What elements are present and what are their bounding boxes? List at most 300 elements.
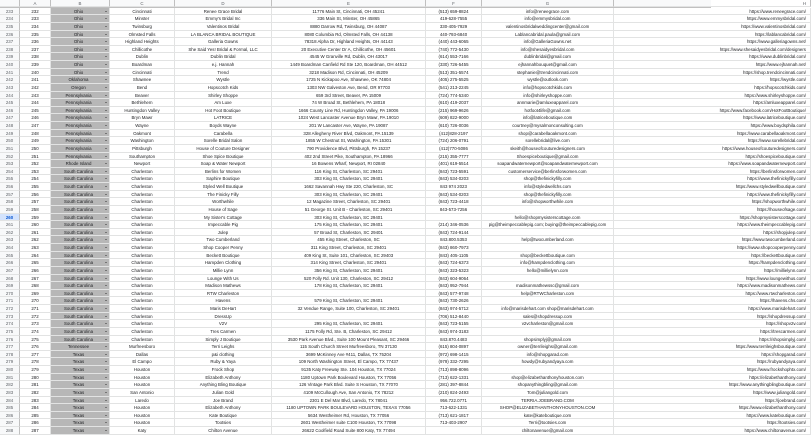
cell-e[interactable]: 1175 Folly Rd, Ste. B, Charleston, SC 29412 bbox=[272, 328, 426, 336]
cell-d[interactable]: V2V bbox=[175, 320, 272, 328]
row-number[interactable]: 238 bbox=[0, 46, 20, 54]
cell-f[interactable]: (979) 332-7295 bbox=[426, 358, 482, 366]
cell-f[interactable]: (713) 898-8096 bbox=[426, 366, 482, 374]
row-number[interactable]: 233 bbox=[0, 8, 20, 16]
cell-a[interactable]: 246 bbox=[20, 114, 51, 122]
state-dropdown-cell[interactable]: Texas bbox=[51, 427, 110, 435]
cell-d[interactable]: Valentinos Bridal bbox=[175, 23, 272, 31]
cell-e[interactable]: 1180 Uptown Park Boulevard Houston, TX 77056 bbox=[272, 374, 426, 382]
row-number[interactable]: 240 bbox=[0, 61, 20, 69]
cell-h[interactable]: https://www.emmysbridal.com/ bbox=[614, 15, 811, 23]
cell-f[interactable]: (843) 723-5155 bbox=[426, 320, 482, 328]
cell-g[interactable]: dublinbridal@gmail.com bbox=[482, 53, 614, 61]
cell-d[interactable]: Berlins for Women bbox=[175, 168, 272, 176]
cell-a[interactable]: 234 bbox=[20, 23, 51, 31]
cell-h[interactable]: https://www.terrileighsboutique.com/ bbox=[614, 343, 811, 351]
cell-c[interactable]: Huntingdon Valley bbox=[110, 107, 175, 115]
cell-a[interactable]: 261 bbox=[20, 229, 51, 237]
row-number[interactable]: 258 bbox=[0, 198, 20, 206]
cell-h[interactable]: https://lablancabridal.com/ bbox=[614, 31, 811, 39]
cell-f[interactable]: (843) 974-3183 bbox=[426, 328, 482, 336]
cell-f[interactable]: 713-622-1331 bbox=[426, 404, 482, 412]
cell-g[interactable]: info@shirleyshoppe.com bbox=[482, 92, 614, 100]
cell-e[interactable]: 3530 Park Avenue Blvd., Suite 100 Mount Pleasant, SC 29466 bbox=[272, 336, 426, 344]
cell-g[interactable]: annmarie@amluxeapparel.com bbox=[482, 99, 614, 107]
cell-c[interactable]: Charleston bbox=[110, 320, 175, 328]
cell-c[interactable]: Charleston bbox=[110, 267, 175, 275]
state-dropdown-cell[interactable]: Texas bbox=[51, 389, 110, 397]
state-dropdown-cell[interactable]: South Carolina bbox=[51, 198, 110, 206]
state-dropdown-cell[interactable]: South Carolina bbox=[51, 313, 110, 321]
row-number[interactable]: 259 bbox=[0, 206, 20, 214]
cell-d[interactable]: Trend bbox=[175, 69, 272, 77]
cell-f[interactable]: (843) 860-7973 bbox=[426, 244, 482, 252]
cell-c[interactable]: Charleston bbox=[110, 183, 175, 191]
row-number[interactable]: 246 bbox=[0, 107, 20, 115]
cell-f[interactable]: (405) 275-5525 bbox=[426, 76, 482, 84]
cell-c[interactable]: Beaver bbox=[110, 92, 175, 100]
cell-e[interactable]: 126 Vintage Park Blvd. Suite S Houston, TX 77070 bbox=[272, 381, 426, 389]
cell-f[interactable]: (610) 726-0036 bbox=[426, 122, 482, 130]
cell-f[interactable]: 843.870.4483 bbox=[426, 336, 482, 344]
cell-g[interactable]: info@styledwellchs.com bbox=[482, 183, 614, 191]
cell-g[interactable]: Terri@tootsies.com bbox=[482, 419, 614, 427]
state-dropdown-cell[interactable]: South Carolina bbox=[51, 221, 110, 229]
cell-g[interactable]: hello@shopmysisterscottage.com bbox=[482, 214, 614, 222]
column-header-g[interactable]: G bbox=[482, 0, 614, 7]
state-dropdown-cell[interactable]: Pennsylvania bbox=[51, 145, 110, 153]
cell-d[interactable]: RTW Charleston bbox=[175, 290, 272, 298]
cell-h[interactable]: https://houseofsage.com/ bbox=[614, 206, 811, 214]
cell-a[interactable]: 269 bbox=[20, 290, 51, 298]
cell-a[interactable]: 284 bbox=[20, 404, 51, 412]
state-dropdown-cell[interactable]: Pennsylvania bbox=[51, 92, 110, 100]
row-number[interactable]: 265 bbox=[0, 252, 20, 260]
cell-d[interactable]: Joe Brand bbox=[175, 397, 272, 405]
cell-g[interactable]: soapandwaternewport@soapandwaternewport.com bbox=[482, 160, 614, 168]
cell-d[interactable]: Kate Boutique bbox=[175, 412, 272, 420]
cell-a[interactable]: 252 bbox=[20, 160, 51, 168]
cell-e[interactable]: 9135 Katy Freeway Ste. 104 Houston, TX 77024 bbox=[272, 366, 426, 374]
cell-c[interactable]: Laredo bbox=[110, 397, 175, 405]
cell-d[interactable]: Simply J Boutique bbox=[175, 336, 272, 344]
cell-h[interactable]: https://shopgarad.com/ bbox=[614, 351, 811, 359]
row-number[interactable]: 244 bbox=[0, 92, 20, 100]
cell-g[interactable]: shop@thefinickyfilly.com bbox=[482, 175, 614, 183]
cell-c[interactable]: Charleston bbox=[110, 206, 175, 214]
row-number[interactable]: 272 bbox=[0, 305, 20, 313]
cell-a[interactable]: 236 bbox=[20, 38, 51, 46]
row-number[interactable]: 266 bbox=[0, 259, 20, 267]
cell-a[interactable]: 267 bbox=[20, 275, 51, 283]
state-dropdown-cell[interactable]: Texas bbox=[51, 358, 110, 366]
row-number[interactable]: 249 bbox=[0, 130, 20, 138]
state-dropdown-cell[interactable]: South Carolina bbox=[51, 320, 110, 328]
cell-c[interactable]: San Antonio bbox=[110, 389, 175, 397]
cell-e[interactable]: 74 W Broad St, Bethlehem, PA 18018 bbox=[272, 99, 426, 107]
cell-f[interactable]: (610) 419-2037 bbox=[426, 99, 482, 107]
cell-h[interactable]: https://elizabethanthony.com/ bbox=[614, 374, 811, 382]
state-dropdown-cell[interactable]: Ohio bbox=[51, 53, 110, 61]
cell-e[interactable]: 1855 W Chestnut St, Washington, PA 15301 bbox=[272, 137, 426, 145]
state-dropdown-cell[interactable]: South Carolina bbox=[51, 191, 110, 199]
cell-e[interactable]: 11776 Main St, Cincinnati, OH 45241 bbox=[272, 8, 426, 16]
cell-d[interactable]: Terri Leighs bbox=[175, 343, 272, 351]
cell-h[interactable]: https://havens.chs.com/ bbox=[614, 297, 811, 305]
cell-g[interactable]: customerservice@berlinsforwomen.com bbox=[482, 168, 614, 176]
cell-a[interactable]: 260 bbox=[20, 221, 51, 229]
cell-g[interactable]: sorellebridal@live.com bbox=[482, 137, 614, 145]
cell-e[interactable]: 8880 Darrow Rd, Twinsburg, OH 44087 bbox=[272, 23, 426, 31]
cell-d[interactable]: Elizabeth Anthony bbox=[175, 404, 272, 412]
row-number[interactable]: 268 bbox=[0, 275, 20, 283]
state-dropdown-cell[interactable]: Pennsylvania bbox=[51, 137, 110, 145]
cell-f[interactable]: (412)770-5086 bbox=[426, 145, 482, 153]
cell-f[interactable]: (843) 974-5712 bbox=[426, 305, 482, 313]
cell-d[interactable]: House of Couture Designer bbox=[175, 145, 272, 153]
cell-g[interactable] bbox=[482, 328, 614, 336]
cell-g[interactable] bbox=[482, 244, 614, 252]
cell-a[interactable]: 279 bbox=[20, 366, 51, 374]
cell-c[interactable]: Charleston bbox=[110, 336, 175, 344]
cell-g[interactable] bbox=[482, 206, 614, 214]
cell-c[interactable]: Minster bbox=[110, 15, 175, 23]
state-dropdown-cell[interactable]: Texas bbox=[51, 351, 110, 359]
cell-f[interactable]: (330) 726-5455 bbox=[426, 61, 482, 69]
cell-f[interactable]: (843) 723-4418 bbox=[426, 198, 482, 206]
cell-e[interactable]: 303 King St, Charleston, SC 29401 bbox=[272, 214, 426, 222]
row-number[interactable]: 264 bbox=[0, 244, 20, 252]
cell-e[interactable]: 2301 E Del Mar Blvd, Laredo, TX 78041 bbox=[272, 397, 426, 405]
cell-f[interactable]: (440) 443-6065 bbox=[426, 38, 482, 46]
state-dropdown-cell[interactable]: Ohio bbox=[51, 38, 110, 46]
cell-f[interactable]: (843) 724-9144 bbox=[426, 229, 482, 237]
cell-g[interactable]: Tom@juliangold.com bbox=[482, 389, 614, 397]
cell-c[interactable]: Southampton bbox=[110, 153, 175, 161]
cell-a[interactable]: 257 bbox=[20, 198, 51, 206]
state-dropdown-cell[interactable]: Ohio bbox=[51, 69, 110, 77]
cell-a[interactable]: 248 bbox=[20, 130, 51, 138]
row-number[interactable]: 288 bbox=[0, 427, 20, 435]
cell-g[interactable]: hello@millielynn.com bbox=[482, 267, 614, 275]
cell-d[interactable]: DressUp bbox=[175, 313, 272, 321]
cell-h[interactable]: https://www.juliangold.com/ bbox=[614, 389, 811, 397]
cell-a[interactable]: 253 bbox=[20, 168, 51, 176]
cell-a[interactable]: 286 bbox=[20, 419, 51, 427]
cell-a[interactable]: 235 bbox=[20, 31, 51, 39]
state-dropdown-cell[interactable]: South Carolina bbox=[51, 229, 110, 237]
cell-h[interactable]: https://www.shesaidyesbridal.com/designers bbox=[614, 46, 811, 54]
row-number[interactable]: 270 bbox=[0, 290, 20, 298]
row-number[interactable]: 250 bbox=[0, 137, 20, 145]
cell-a[interactable]: 242 bbox=[20, 84, 51, 92]
cell-g[interactable]: Lablancabridal.paula@gmail.com bbox=[482, 31, 614, 39]
cell-h[interactable]: https://www.thefinickyfilly.com/ bbox=[614, 175, 811, 183]
cell-h[interactable]: https://shopv2v.com/ bbox=[614, 320, 811, 328]
cell-h[interactable]: https://shopjulep.com/ bbox=[614, 229, 811, 237]
cell-d[interactable]: House of Sage bbox=[175, 206, 272, 214]
cell-a[interactable]: 272 bbox=[20, 313, 51, 321]
cell-c[interactable]: Charleston bbox=[110, 297, 175, 305]
row-number[interactable]: 254 bbox=[0, 168, 20, 176]
state-dropdown-cell[interactable]: South Carolina bbox=[51, 290, 110, 298]
cell-a[interactable]: 278 bbox=[20, 358, 51, 366]
cell-d[interactable]: Tres Carmen bbox=[175, 328, 272, 336]
cell-f[interactable]: 843 974 2023 bbox=[426, 183, 482, 191]
column-header-e[interactable]: E bbox=[272, 0, 426, 7]
state-dropdown-cell[interactable]: Texas bbox=[51, 374, 110, 382]
cell-a[interactable]: 250 bbox=[20, 145, 51, 153]
cell-d[interactable]: Ruby & Yaya bbox=[175, 358, 272, 366]
cell-c[interactable]: Charleston bbox=[110, 244, 175, 252]
cell-c[interactable]: Houston bbox=[110, 366, 175, 374]
row-number[interactable]: 283 bbox=[0, 389, 20, 397]
column-header-d[interactable]: D bbox=[175, 0, 272, 7]
cell-d[interactable]: Carabella bbox=[175, 130, 272, 138]
cell-g[interactable]: info@reneegrace.com bbox=[482, 8, 614, 16]
cell-d[interactable]: Saphire Boutique bbox=[175, 175, 272, 183]
cell-e[interactable]: 2601 Westheimer suite C100 Houston, TX 77098 bbox=[272, 419, 426, 427]
cell-c[interactable]: Houston bbox=[110, 412, 175, 420]
row-number[interactable]: 274 bbox=[0, 320, 20, 328]
cell-d[interactable]: Hot Foot Boutique bbox=[175, 107, 272, 115]
cell-g[interactable]: kate@kateboutique.com bbox=[482, 412, 614, 420]
row-number[interactable]: 245 bbox=[0, 99, 20, 107]
cell-a[interactable]: 282 bbox=[20, 389, 51, 397]
state-dropdown-cell[interactable]: South Carolina bbox=[51, 328, 110, 336]
cell-d[interactable]: Julian Gold bbox=[175, 389, 272, 397]
cell-a[interactable]: 243 bbox=[20, 92, 51, 100]
state-dropdown-cell[interactable]: Pennsylvania bbox=[51, 114, 110, 122]
state-dropdown-cell[interactable]: Pennsylvania bbox=[51, 99, 110, 107]
row-number[interactable]: 277 bbox=[0, 343, 20, 351]
cell-e[interactable]: 659 3rd Street, Beaver, PA 15009 bbox=[272, 92, 426, 100]
cell-a[interactable]: 270 bbox=[20, 297, 51, 305]
cell-h[interactable]: https://www.shirleyshoppe.com/ bbox=[614, 92, 811, 100]
cell-c[interactable]: Wayne bbox=[110, 122, 175, 130]
cell-g[interactable]: info@shesaidyesbridal.com bbox=[482, 46, 614, 54]
cell-h[interactable]: https://amluxeapparel.com/ bbox=[614, 99, 811, 107]
row-number[interactable]: 261 bbox=[0, 221, 20, 229]
cell-a[interactable]: 256 bbox=[20, 191, 51, 199]
state-dropdown-cell[interactable]: Ohio bbox=[51, 15, 110, 23]
cell-e[interactable]: 1303 NW Galveston Ave, Bend, OR 97703 bbox=[272, 84, 426, 92]
state-dropdown-cell[interactable]: South Carolina bbox=[51, 183, 110, 191]
cell-e[interactable]: 1662 Savannah Hwy Ste 220, Charleston, SC bbox=[272, 183, 426, 191]
cell-g[interactable] bbox=[482, 366, 614, 374]
cell-d[interactable]: Chilton Avenue bbox=[175, 427, 272, 435]
row-number[interactable]: 253 bbox=[0, 160, 20, 168]
cell-f[interactable]: (843) 724-6373 bbox=[426, 259, 482, 267]
cell-a[interactable]: 271 bbox=[20, 305, 51, 313]
cell-f[interactable]: (843) 604-9064 bbox=[426, 275, 482, 283]
cell-d[interactable]: Boyds Wayne bbox=[175, 122, 272, 130]
cell-d[interactable]: The Finicky Filly bbox=[175, 191, 272, 199]
cell-h[interactable]: https://www.rtwcharleston.com/ bbox=[614, 290, 811, 298]
cell-g[interactable]: shopsimplyj@gmail.com bbox=[482, 336, 614, 344]
cell-d[interactable]: Madison Mathews bbox=[175, 282, 272, 290]
state-dropdown-cell[interactable]: South Carolina bbox=[51, 282, 110, 290]
row-number[interactable]: 276 bbox=[0, 336, 20, 344]
cell-e[interactable]: 178 King St, Charleston, SC 29401 bbox=[272, 282, 426, 290]
row-number[interactable]: 243 bbox=[0, 84, 20, 92]
select-all-corner[interactable] bbox=[0, 0, 20, 7]
cell-g[interactable]: shop@beckettboutique.com bbox=[482, 252, 614, 260]
cell-e[interactable]: 20 Executive Center Dr A, Chillicothe, OH 45601 bbox=[272, 46, 426, 54]
row-number[interactable]: 251 bbox=[0, 145, 20, 153]
cell-g[interactable]: courtney@mysalmonconsulting.com bbox=[482, 122, 614, 130]
cell-c[interactable]: Houston bbox=[110, 419, 175, 427]
cell-e[interactable]: 303 King St, Charleston, SC 29401 bbox=[272, 191, 426, 199]
cell-h[interactable]: https://www.anythingblingboutique.com/ bbox=[614, 381, 811, 389]
cell-a[interactable]: 259 bbox=[20, 214, 51, 222]
cell-c[interactable]: Charleston bbox=[110, 328, 175, 336]
cell-d[interactable]: Galleria Gowns bbox=[175, 38, 272, 46]
cell-e[interactable]: 790 Providence Blvd, Pittsburgh, PA 15237 bbox=[272, 145, 426, 153]
cell-h[interactable]: https://www.sorellebridal.com/ bbox=[614, 137, 811, 145]
cell-h[interactable]: https://trescarmen.com/ bbox=[614, 328, 811, 336]
cell-a[interactable]: 249 bbox=[20, 137, 51, 145]
cell-g[interactable]: v2vcharleston@gmail.com bbox=[482, 320, 614, 328]
cell-h[interactable]: https://www.styledwellboutique.com/ bbox=[614, 183, 811, 191]
cell-c[interactable]: Charleston bbox=[110, 259, 175, 267]
state-dropdown-cell[interactable]: Ohio bbox=[51, 23, 110, 31]
cell-h[interactable]: https://joebrand.com/ bbox=[614, 397, 811, 405]
cell-a[interactable]: 265 bbox=[20, 259, 51, 267]
cell-d[interactable]: Impeccable Pig bbox=[175, 221, 272, 229]
cell-f[interactable]: (513) 659-8824 bbox=[426, 8, 482, 16]
cell-f[interactable]: 419-628-7555 bbox=[426, 15, 482, 23]
cell-f[interactable]: (401) 619-5514 bbox=[426, 160, 482, 168]
cell-f[interactable]: 956.722.0771 bbox=[426, 397, 482, 405]
cell-f[interactable]: (713) 622-1331 bbox=[426, 374, 482, 382]
cell-e[interactable]: 51 George St. Unit B - Charleston, SC 29401 bbox=[272, 206, 426, 214]
cell-f[interactable]: (724) 774-5340 bbox=[426, 92, 482, 100]
cell-f[interactable]: (513) 351-5574 bbox=[426, 69, 482, 77]
cell-h[interactable]: https://www.shopcooperpenny.com/ bbox=[614, 244, 811, 252]
cell-e[interactable]: 1449 Boardman Canfield Rd Ste 120, Boardman, OH 44512 bbox=[272, 61, 426, 69]
cell-a[interactable]: 232 bbox=[20, 8, 51, 16]
cell-h[interactable]: https://tootsies.com/ bbox=[614, 419, 811, 427]
state-dropdown-cell[interactable]: Tennessee bbox=[51, 343, 110, 351]
cell-d[interactable]: Anything Bling Boutique bbox=[175, 381, 272, 389]
cell-e[interactable]: 26622 Coolfield Road Suite 800 Katy, TX 77494 bbox=[272, 427, 426, 435]
cell-h[interactable]: https://www.madisonmathews.com/ bbox=[614, 282, 811, 290]
cell-f[interactable]: (843) 534-0203 bbox=[426, 175, 482, 183]
cell-a[interactable]: 262 bbox=[20, 236, 51, 244]
cell-d[interactable]: Styled Well Boutique bbox=[175, 183, 272, 191]
state-dropdown-cell[interactable]: South Carolina bbox=[51, 214, 110, 222]
cell-e[interactable]: 356 King St, Charleston, SC 29401 bbox=[272, 267, 426, 275]
cell-g[interactable]: wystle@outlook.com bbox=[482, 76, 614, 84]
cell-h[interactable]: https://shopworthwhile.com/ bbox=[614, 198, 811, 206]
row-number[interactable]: 252 bbox=[0, 153, 20, 161]
cell-g[interactable]: hotfoot4life@gmail.com bbox=[482, 107, 614, 115]
cell-h[interactable]: https://hampdenclothing.com/ bbox=[614, 259, 811, 267]
cell-c[interactable]: Bryn Mawr bbox=[110, 114, 175, 122]
cell-e[interactable]: 3699 McKinney Ave #411, Dallas, TX 75204 bbox=[272, 351, 426, 359]
column-header-h[interactable]: H bbox=[614, 0, 811, 7]
cell-c[interactable]: Dallas bbox=[110, 351, 175, 359]
state-dropdown-cell[interactable]: Pennsylvania bbox=[51, 130, 110, 138]
cell-e[interactable]: 1725 N Kickapoo Ave, Shawnee, OK 74804 bbox=[272, 76, 426, 84]
cell-f[interactable] bbox=[426, 427, 482, 435]
cell-g[interactable]: shop@carabellaoakmont.com bbox=[482, 130, 614, 138]
state-dropdown-cell[interactable]: South Carolina bbox=[51, 236, 110, 244]
state-dropdown-cell[interactable]: South Carolina bbox=[51, 267, 110, 275]
column-header-f[interactable]: F bbox=[426, 0, 482, 7]
cell-e[interactable] bbox=[272, 290, 426, 298]
row-number[interactable]: 275 bbox=[0, 328, 20, 336]
cell-h[interactable]: https://www.dublinbridal.com/ bbox=[614, 53, 811, 61]
state-dropdown-cell[interactable]: South Carolina bbox=[51, 175, 110, 183]
cell-e[interactable]: 409 King St, Suite 101, Charleston, SC 29403 bbox=[272, 252, 426, 260]
row-number[interactable]: 242 bbox=[0, 76, 20, 84]
cell-c[interactable]: Dublin bbox=[110, 53, 175, 61]
cell-a[interactable]: 275 bbox=[20, 336, 51, 344]
cell-g[interactable]: info@shopworthwhile.com bbox=[482, 198, 614, 206]
cell-e[interactable]: 109 North Washington Street, El Campo, TX 77437 bbox=[272, 358, 426, 366]
cell-d[interactable]: Wystle bbox=[175, 76, 272, 84]
cell-e[interactable]: 402 2nd Street Pike, Southampton, PA 18966 bbox=[272, 153, 426, 161]
cell-d[interactable]: Frock Shop bbox=[175, 366, 272, 374]
cell-e[interactable]: 78318 Alpha Dr, Highland Heights, OH 44143 bbox=[272, 38, 426, 46]
cell-c[interactable]: Charleston bbox=[110, 252, 175, 260]
column-header-b[interactable]: B bbox=[51, 0, 110, 7]
cell-h[interactable]: https://beckettboutique.com/ bbox=[614, 252, 811, 260]
cell-g[interactable]: ejhannahbouquet@gmail.com bbox=[482, 61, 614, 69]
cell-d[interactable]: LA BLANCA BRIDAL BOUTIQUE bbox=[175, 31, 272, 39]
cell-c[interactable]: Olmsted Falls bbox=[110, 31, 175, 39]
cell-c[interactable]: Cincinnati bbox=[110, 8, 175, 16]
cell-f[interactable]: (843) 730-2626 bbox=[426, 297, 482, 305]
cell-e[interactable]: 303 King St, Charleston, SC 29401 bbox=[272, 175, 426, 183]
cell-d[interactable]: Shirley Shoppe bbox=[175, 92, 272, 100]
cell-h[interactable]: https://www.valentinosbridal.com/ bbox=[614, 23, 811, 31]
cell-c[interactable]: Charleston bbox=[110, 191, 175, 199]
cell-d[interactable]: LATRICE bbox=[175, 114, 272, 122]
cell-d[interactable]: Lounge With Us bbox=[175, 275, 272, 283]
cell-a[interactable]: 238 bbox=[20, 53, 51, 61]
cell-e[interactable]: 3218 Madison Rd, Cincinnati, OH 45209 bbox=[272, 69, 426, 77]
cell-d[interactable]: Emmy's Bridal Inc bbox=[175, 15, 272, 23]
cell-c[interactable]: Washington bbox=[110, 137, 175, 145]
state-dropdown-cell[interactable]: Ohio bbox=[51, 8, 110, 16]
cell-c[interactable]: Charleston bbox=[110, 198, 175, 206]
cell-h[interactable]: https://shopmysisterscottage.com/ bbox=[614, 214, 811, 222]
cell-d[interactable]: Worthwhile bbox=[175, 198, 272, 206]
cell-g[interactable]: info@emmysbridal.com bbox=[482, 15, 614, 23]
cell-c[interactable]: Cincinnati bbox=[110, 69, 175, 77]
state-dropdown-cell[interactable]: Pennsylvania bbox=[51, 153, 110, 161]
cell-f[interactable]: (614) 553-7166 bbox=[426, 53, 482, 61]
cell-a[interactable]: 264 bbox=[20, 252, 51, 260]
cell-c[interactable]: Charleston bbox=[110, 214, 175, 222]
cell-e[interactable]: 116 King St, Charleston, SC 29401 bbox=[272, 168, 426, 176]
cell-g[interactable] bbox=[482, 229, 614, 237]
state-dropdown-cell[interactable]: Texas bbox=[51, 419, 110, 427]
cell-h[interactable]: https://www.soapandwaternewport.com/ bbox=[614, 160, 811, 168]
row-number[interactable]: 248 bbox=[0, 122, 20, 130]
state-dropdown-cell[interactable]: Texas bbox=[51, 366, 110, 374]
row-number[interactable]: 239 bbox=[0, 53, 20, 61]
cell-h[interactable]: https://berlinsforwomen.com/ bbox=[614, 168, 811, 176]
row-number[interactable]: 255 bbox=[0, 175, 20, 183]
state-dropdown-cell[interactable]: South Carolina bbox=[51, 168, 110, 176]
cell-h[interactable]: https://www.loungewithus.com/ bbox=[614, 275, 811, 283]
cell-d[interactable]: Renee Grace Bridal bbox=[175, 8, 272, 16]
row-number[interactable]: 263 bbox=[0, 236, 20, 244]
